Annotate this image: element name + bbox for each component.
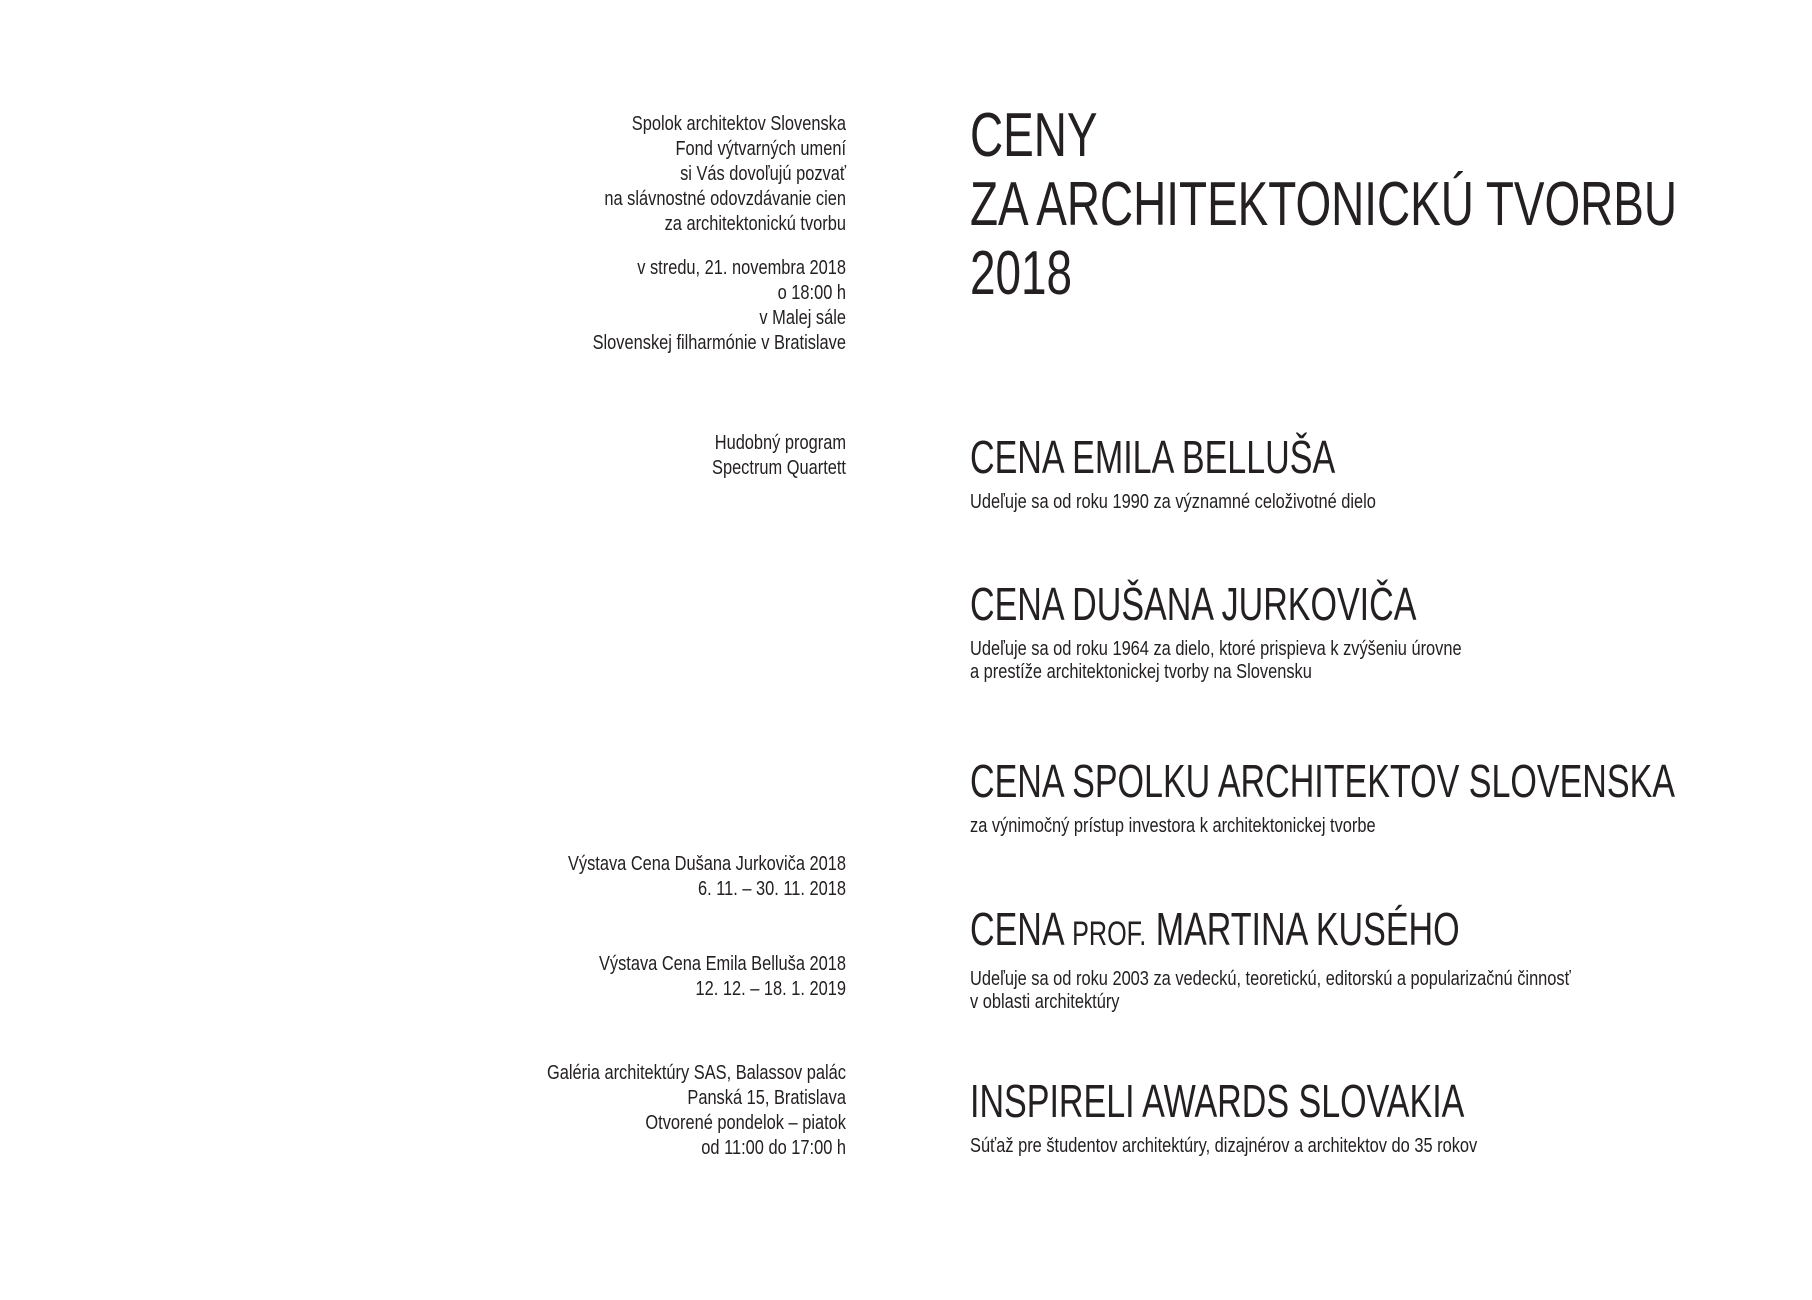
award-description-kusy: [970, 968, 1660, 1014]
award-section-spolok: [970, 755, 1812, 838]
gallery-open-hours: od 11:00 do 17:00 h: [701, 1137, 846, 1159]
exhibition-jurkovic-block: [354, 852, 846, 902]
exhibition-jurkovic-title: Výstava Cena Dušana Jurkoviča 2018: [567, 853, 846, 875]
award-description-line: Udeľuje sa od roku 1990 za významné celoživotné dielo: [970, 491, 1376, 513]
award-section-inspireli: [970, 1075, 1812, 1158]
award-description-inspireli: [970, 1135, 1660, 1158]
award-name-jurkovic: CENA DUŠANA JURKOVIČA: [970, 578, 1417, 630]
exhibition-bellus-block: [354, 952, 846, 1002]
exhibition-jurkovic-dates: 6. 11. – 30. 11. 2018: [697, 878, 846, 900]
exhibition-bellus-title: Výstava Cena Emila Belluša 2018: [598, 953, 846, 975]
award-description-line: Udeľuje sa od roku 2003 za vedeckú, teoretickú, editorskú a popularizačnú činnosť: [970, 968, 1571, 990]
gallery-open-days: Otvorené pondelok – piatok: [645, 1112, 846, 1134]
event-time: o 18:00 h: [777, 282, 846, 304]
host-line: si Vás dovoľujú pozvať: [680, 163, 846, 185]
award-name-kusy-rest: MARTINA KUSÉHO: [1146, 903, 1460, 955]
award-description-line: Udeľuje sa od roku 1964 za dielo, ktoré prispieva k zvýšeniu úrovne: [970, 638, 1462, 660]
gallery-name: Galéria architektúry SAS, Balassov palác: [547, 1062, 846, 1084]
award-description-line: a prestíže architektonickej tvorby na Slovensku: [970, 661, 1312, 683]
award-section-jurkovic: [970, 578, 1812, 684]
page-title-line: 2018: [970, 239, 1073, 308]
gallery-info-block: [354, 1061, 846, 1161]
host-organizations-block: [354, 112, 846, 237]
host-line: Fond výtvarných umení: [675, 138, 846, 160]
award-name-spolok: CENA SPOLKU ARCHITEKTOV SLOVENSKA: [970, 755, 1675, 807]
award-description-line: v oblasti architektúry: [970, 991, 1120, 1013]
award-section-kusy: [970, 903, 1812, 1014]
left-column: [0, 0, 846, 1300]
main-column: [970, 0, 1812, 1300]
award-description-line: Súťaž pre študentov architektúry, dizajnérov a architektov do 35 rokov: [970, 1135, 1478, 1157]
music-program-block: [354, 431, 846, 481]
award-description-bellus: [970, 491, 1660, 514]
award-description-jurkovic: [970, 638, 1660, 684]
award-description-spolok: [970, 815, 1660, 838]
event-venue-city: Slovenskej filharmónie v Bratislave: [592, 332, 846, 354]
event-venue: v Malej sále: [759, 307, 846, 329]
host-line: na slávnostné odovzdávanie cien: [604, 188, 846, 210]
music-program-label: Hudobný program: [714, 432, 846, 454]
gallery-address: Panská 15, Bratislava: [687, 1087, 846, 1109]
event-datetime-block: [354, 256, 846, 356]
award-name-kusy: [970, 903, 1593, 961]
page-title-line: CENY: [970, 101, 1098, 170]
award-section-bellus: [970, 431, 1812, 514]
exhibition-bellus-dates: 12. 12. – 18. 1. 2019: [695, 978, 846, 1000]
award-name-inspireli: INSPIRELI AWARDS SLOVAKIA: [970, 1075, 1465, 1127]
event-date: v stredu, 21. novembra 2018: [637, 257, 846, 279]
award-name-kusy-title-abbrev: PROF.: [1072, 915, 1147, 953]
award-name-bellus: CENA EMILA BELLUŠA: [970, 431, 1336, 483]
host-line: Spolok architektov Slovenska: [631, 113, 846, 135]
page-title: [970, 101, 1677, 308]
host-line: za architektonickú tvorbu: [664, 213, 846, 235]
award-description-line: za výnimočný prístup investora k architektonickej tvorbe: [970, 815, 1376, 837]
page-title-line: ZA ARCHITEKTONICKÚ TVORBU: [970, 170, 1678, 239]
music-program-performer: Spectrum Quartett: [712, 457, 846, 479]
award-name-kusy-prefix: CENA: [970, 903, 1073, 955]
